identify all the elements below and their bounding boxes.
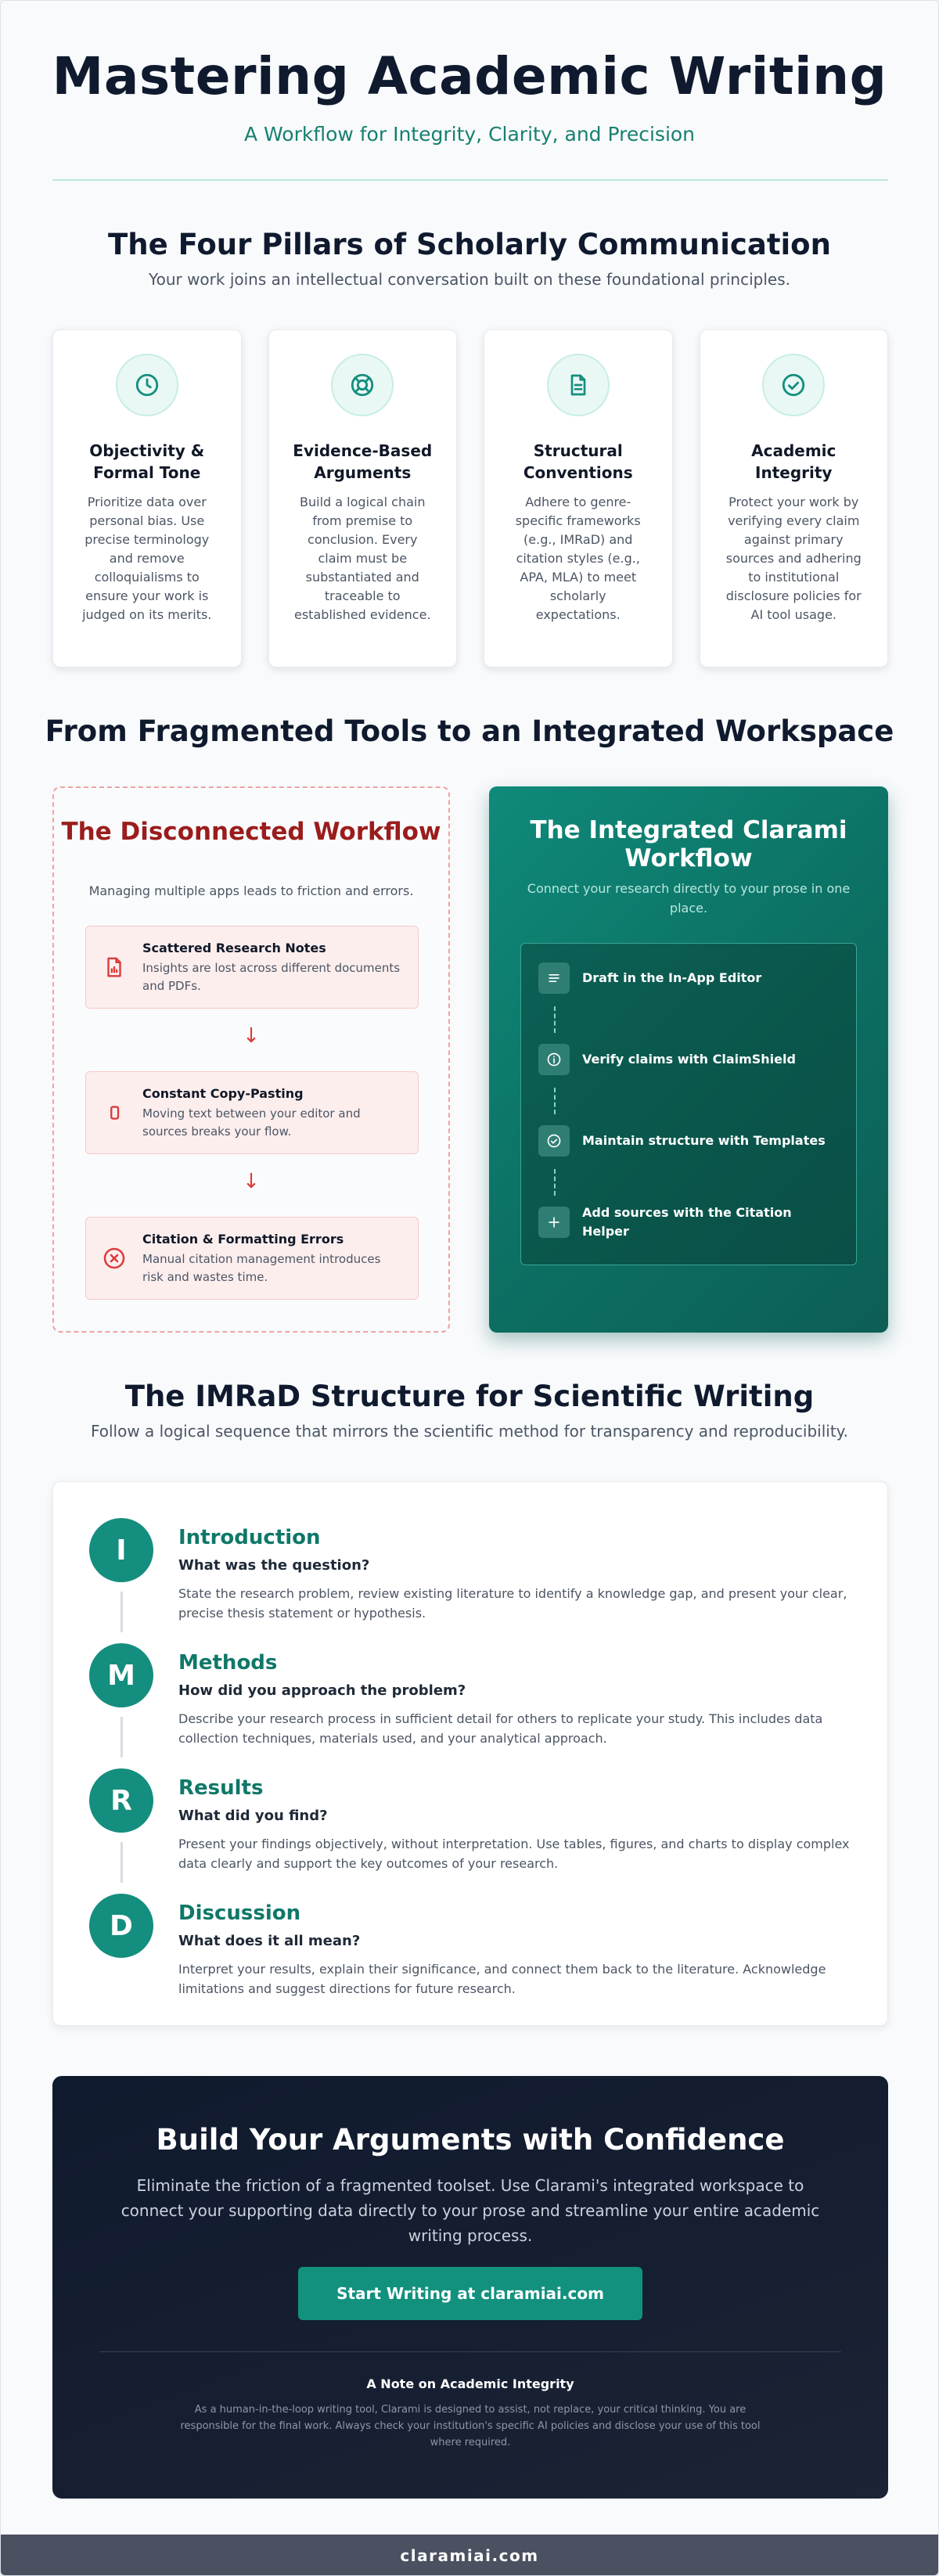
cta-title: Build Your Arguments with Confidence (156, 2123, 785, 2157)
pillar-title: Structural Conventions (523, 441, 633, 482)
step-badge: I (89, 1518, 153, 1582)
pillar-text: Protect your work by verifying every claim against primary sources and adhering to institutional disclosure policies for AI tool usage. (725, 495, 862, 622)
disconnected-workflow-panel (52, 786, 450, 1333)
imrad-item-methods (89, 1643, 864, 1761)
document-icon (547, 354, 610, 416)
imrad-item-results (89, 1768, 864, 1886)
step-citation (538, 1207, 844, 1239)
step-draft (538, 962, 844, 995)
step-verify (538, 1044, 844, 1077)
header-divider (52, 179, 888, 181)
integrity-note-text: As a human-in-the-loop writing tool, Clarami is designed to assist, not replace, your critical thinking. You are responsible for the final work. Always check your institution's specific AI policies and disclose your use of this tool where required. (180, 2404, 761, 2448)
page-subtitle: A Workflow for Integrity, Clarity, and Precision (243, 123, 696, 146)
problem-title: Constant Copy-Pasting (142, 1086, 304, 1101)
step-badge: M (89, 1643, 153, 1707)
integrity-note-title: A Note on Academic Integrity (366, 2376, 574, 2391)
page-title: Mastering Academic Writing (52, 46, 887, 106)
check-circle-icon (762, 354, 825, 416)
cta-text: Eliminate the friction of a fragmented toolset. Use Clarami's integrated workspace to connect your supporting data directly to your prose and streamline your entire academic writing process. (121, 2176, 820, 2245)
imrad-heading: Discussion (178, 1901, 301, 1925)
lifebuoy-icon (331, 354, 394, 416)
start-writing-button[interactable]: Start Writing at claramiai.com (298, 2267, 642, 2320)
step-connector (554, 1169, 556, 1196)
cta-divider (99, 2351, 841, 2352)
pillars-title: The Four Pillars of Scholarly Communication (108, 228, 831, 261)
down-arrow-icon: ↓ (243, 1024, 260, 1048)
integrated-title: The Integrated Clarami Workflow (530, 816, 847, 872)
step-label: Add sources with the Citation Helper (582, 1205, 792, 1239)
imrad-question: What did you find? (178, 1808, 328, 1824)
pillars-subtitle: Your work joins an intellectual conversation built on these foundational principles. (149, 270, 790, 289)
problem-text: Manual citation management introduces risk and wastes time. (142, 1252, 381, 1284)
check-circle-icon (538, 1125, 570, 1157)
pillars-grid (52, 329, 888, 667)
imrad-description: Present your findings objectively, without interpretation. Use tables, figures, and charts to display complex data clearly and support the key outcomes of your research. (178, 1837, 850, 1871)
pillar-title: Academic Integrity (751, 441, 836, 482)
pillar-card-objectivity (52, 329, 242, 667)
pillar-text: Prioritize data over personal bias. Use precise terminology and remove colloquialisms to ensure your work is judged on its merits. (82, 495, 212, 622)
plus-icon (538, 1207, 570, 1238)
step-label: Draft in the In-App Editor (582, 970, 762, 985)
step-badge: D (89, 1894, 153, 1958)
footer-domain: claramiai.com (1, 2535, 938, 2576)
imrad-question: What does it all mean? (178, 1933, 361, 1949)
clipboard-icon (102, 1100, 127, 1125)
disconnected-subtitle: Managing multiple apps leads to friction and errors. (88, 883, 414, 898)
imrad-description: State the research problem, review existing literature to identify a knowledge gap, and present your clear, precise thesis statement or hypothesis. (178, 1586, 847, 1621)
step-badge: R (89, 1768, 153, 1833)
problem-text: Moving text between your editor and sources breaks your flow. (142, 1106, 361, 1139)
pillar-text: Adhere to genre-specific frameworks (e.g., IMRaD) and citation styles (e.g., APA, MLA) to meet scholarly expectations. (515, 495, 641, 622)
step-connector (554, 1006, 556, 1033)
integrated-subtitle: Connect your research directly to your prose in one place. (527, 881, 851, 916)
disconnected-title: The Disconnected Workflow (61, 818, 441, 846)
down-arrow-icon: ↓ (243, 1170, 260, 1193)
problem-title: Citation & Formatting Errors (142, 1232, 344, 1247)
problem-card-copy-paste (85, 1071, 419, 1154)
step-templates (538, 1125, 844, 1158)
info-icon (538, 1044, 570, 1075)
clock-icon (116, 354, 178, 416)
pillar-card-evidence (268, 329, 458, 667)
imrad-description: Interpret your results, explain their significance, and connect them back to the literature. Acknowledge limitations and suggest directions for future research. (178, 1962, 826, 1996)
error-circle-icon (102, 1246, 127, 1271)
problem-card-citations (85, 1217, 419, 1300)
imrad-card (52, 1481, 888, 2026)
problem-title: Scattered Research Notes (142, 941, 326, 955)
step-label: Verify claims with ClaimShield (582, 1052, 796, 1067)
lines-icon (538, 962, 570, 994)
imrad-item-introduction (89, 1518, 864, 1635)
step-label: Maintain structure with Templates (582, 1133, 826, 1148)
workflow-title: From Fragmented Tools to an Integrated Workspace (45, 714, 894, 748)
problem-card-notes (85, 926, 419, 1009)
document-chart-icon (102, 955, 127, 980)
integrated-workflow-panel (489, 786, 888, 1333)
imrad-question: What was the question? (178, 1557, 370, 1574)
imrad-heading: Introduction (178, 1526, 321, 1549)
imrad-item-discussion (89, 1894, 864, 2011)
pillar-title: Objectivity & Formal Tone (89, 441, 205, 482)
pillar-title: Evidence-Based Arguments (293, 441, 433, 482)
pillar-text: Build a logical chain from premise to conclusion. Every claim must be substantiated and traceable to established evidence. (294, 495, 431, 622)
imrad-description: Describe your research process in sufficient detail for others to replicate your study. This includes data collection techniques, materials used, and your analytical approach. (178, 1711, 823, 1746)
imrad-heading: Results (178, 1776, 264, 1800)
imrad-heading: Methods (178, 1651, 278, 1675)
cta-panel (52, 2076, 888, 2499)
integrated-steps (520, 943, 857, 1265)
problem-text: Insights are lost across different documents and PDFs. (142, 961, 401, 993)
pillar-card-integrity (700, 329, 889, 667)
imrad-title: The IMRaD Structure for Scientific Writing (124, 1380, 815, 1413)
imrad-question: How did you approach the problem? (178, 1682, 466, 1699)
step-connector (554, 1088, 556, 1114)
imrad-subtitle: Follow a logical sequence that mirrors the scientific method for transparency and reproducibility. (90, 1422, 849, 1441)
pillar-card-structure (484, 329, 673, 667)
